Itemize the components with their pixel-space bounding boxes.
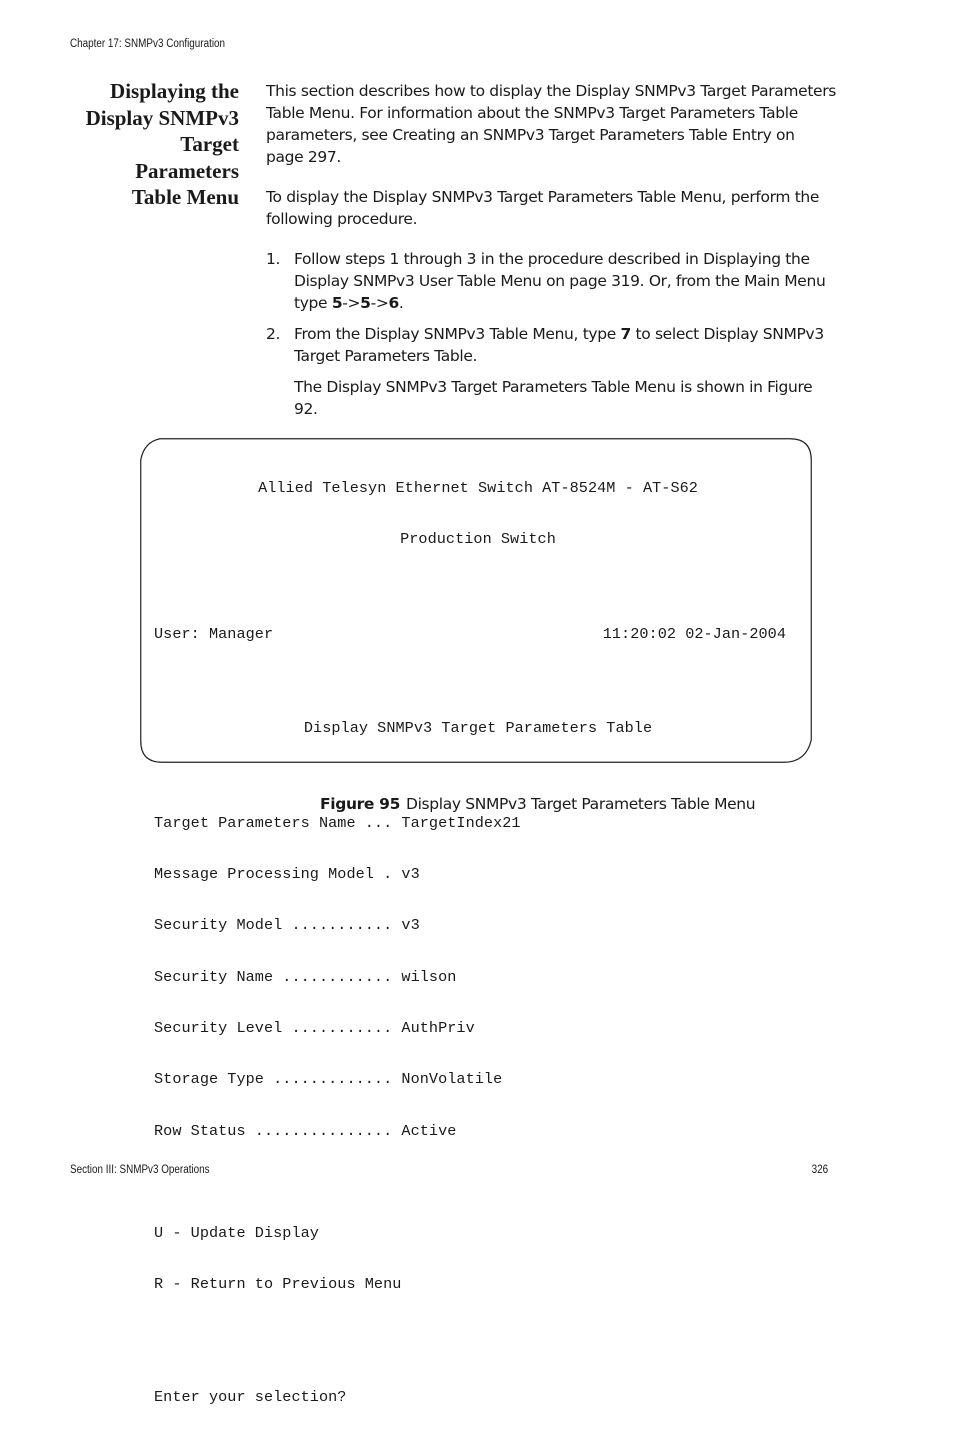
section-heading-line: Displaying the: [110, 79, 239, 103]
menu-key: 7: [620, 325, 631, 343]
procedure-steps: [266, 248, 836, 367]
terminal-title: Allied Telesyn Ethernet Switch AT-8524M - AT-S62: [258, 479, 698, 498]
intro-paragraph: To display the Display SNMPv3 Target Parameters Table Menu, perform the following procedure.: [266, 188, 820, 228]
step-1: [266, 248, 836, 314]
terminal-user: User: Manager: [154, 624, 274, 643]
page-number: 326: [811, 1164, 828, 1176]
step-result: The Display SNMPv3 Target Parameters Table Menu is shown in Figure 92.: [294, 378, 813, 418]
step-text-end: .: [398, 294, 404, 312]
section-heading-line: Display SNMPv3: [85, 105, 239, 130]
step-text: to select Display SNMPv3 Target Parameters Table.: [294, 325, 824, 365]
menu-key: 5: [331, 294, 343, 312]
terminal-status-row: [154, 626, 786, 643]
section-heading: [40, 78, 239, 211]
terminal-field: Security Name ............ wilson: [154, 967, 457, 986]
figure-caption: [320, 795, 755, 813]
step-2: [266, 323, 836, 367]
running-header: Chapter 17: SNMPv3 Configuration: [70, 38, 226, 50]
terminal-prompt: Enter your selection?: [154, 1387, 347, 1406]
terminal-menu-title: Display SNMPv3 Target Parameters Table: [303, 719, 653, 738]
running-footer-section: Section III: SNMPv3 Operations: [70, 1164, 210, 1176]
body-text: [266, 80, 836, 420]
terminal-field: Storage Type ............. NonVolatile: [154, 1070, 503, 1089]
terminal-datetime: 11:20:02 02-Jan-2004: [602, 624, 786, 643]
menu-key: 6: [388, 294, 399, 312]
terminal-field: Security Level ........... AuthPriv: [154, 1019, 475, 1037]
terminal-field: Security Model ........... v3: [154, 916, 420, 935]
terminal-subtitle: Production Switch: [400, 530, 556, 549]
step-text: From the Display SNMPv3 Table Menu, type: [294, 325, 621, 343]
menu-separator: ->: [370, 294, 389, 312]
figure-label: Figure 95: [320, 795, 401, 813]
terminal-field: Target Parameters Name ... TargetIndex21: [154, 813, 521, 832]
step-number: 1.: [266, 250, 281, 268]
terminal-text: [154, 446, 802, 1440]
step-number: 2.: [266, 325, 281, 343]
figure-title: Display SNMPv3 Target Parameters Table Menu: [406, 795, 756, 813]
menu-separator: ->: [342, 294, 361, 312]
section-heading-line: Parameters: [135, 158, 239, 183]
menu-key: 5: [360, 294, 371, 312]
section-heading-line: Table Menu: [131, 185, 239, 209]
step-text: Follow steps 1 through 3 in the procedure described in Displaying the Display SNMPv3 User Table Menu on page 319. Or, from the Main Menu type: [294, 250, 826, 312]
terminal-option-update: U - Update Display: [154, 1224, 319, 1243]
terminal-option-return: R - Return to Previous Menu: [154, 1275, 402, 1294]
terminal-field: Row Status ............... Active: [154, 1121, 457, 1140]
terminal-field: Message Processing Model . v3: [154, 865, 420, 884]
intro-paragraph: This section describes how to display the Display SNMPv3 Target Parameters Table Menu. For information about the SNMPv3 Target Parameters Table parameters, see Creating an SNMPv3 Target Parameters Table Entry on page 297.: [266, 82, 836, 166]
section-heading-line: Target: [180, 132, 239, 156]
